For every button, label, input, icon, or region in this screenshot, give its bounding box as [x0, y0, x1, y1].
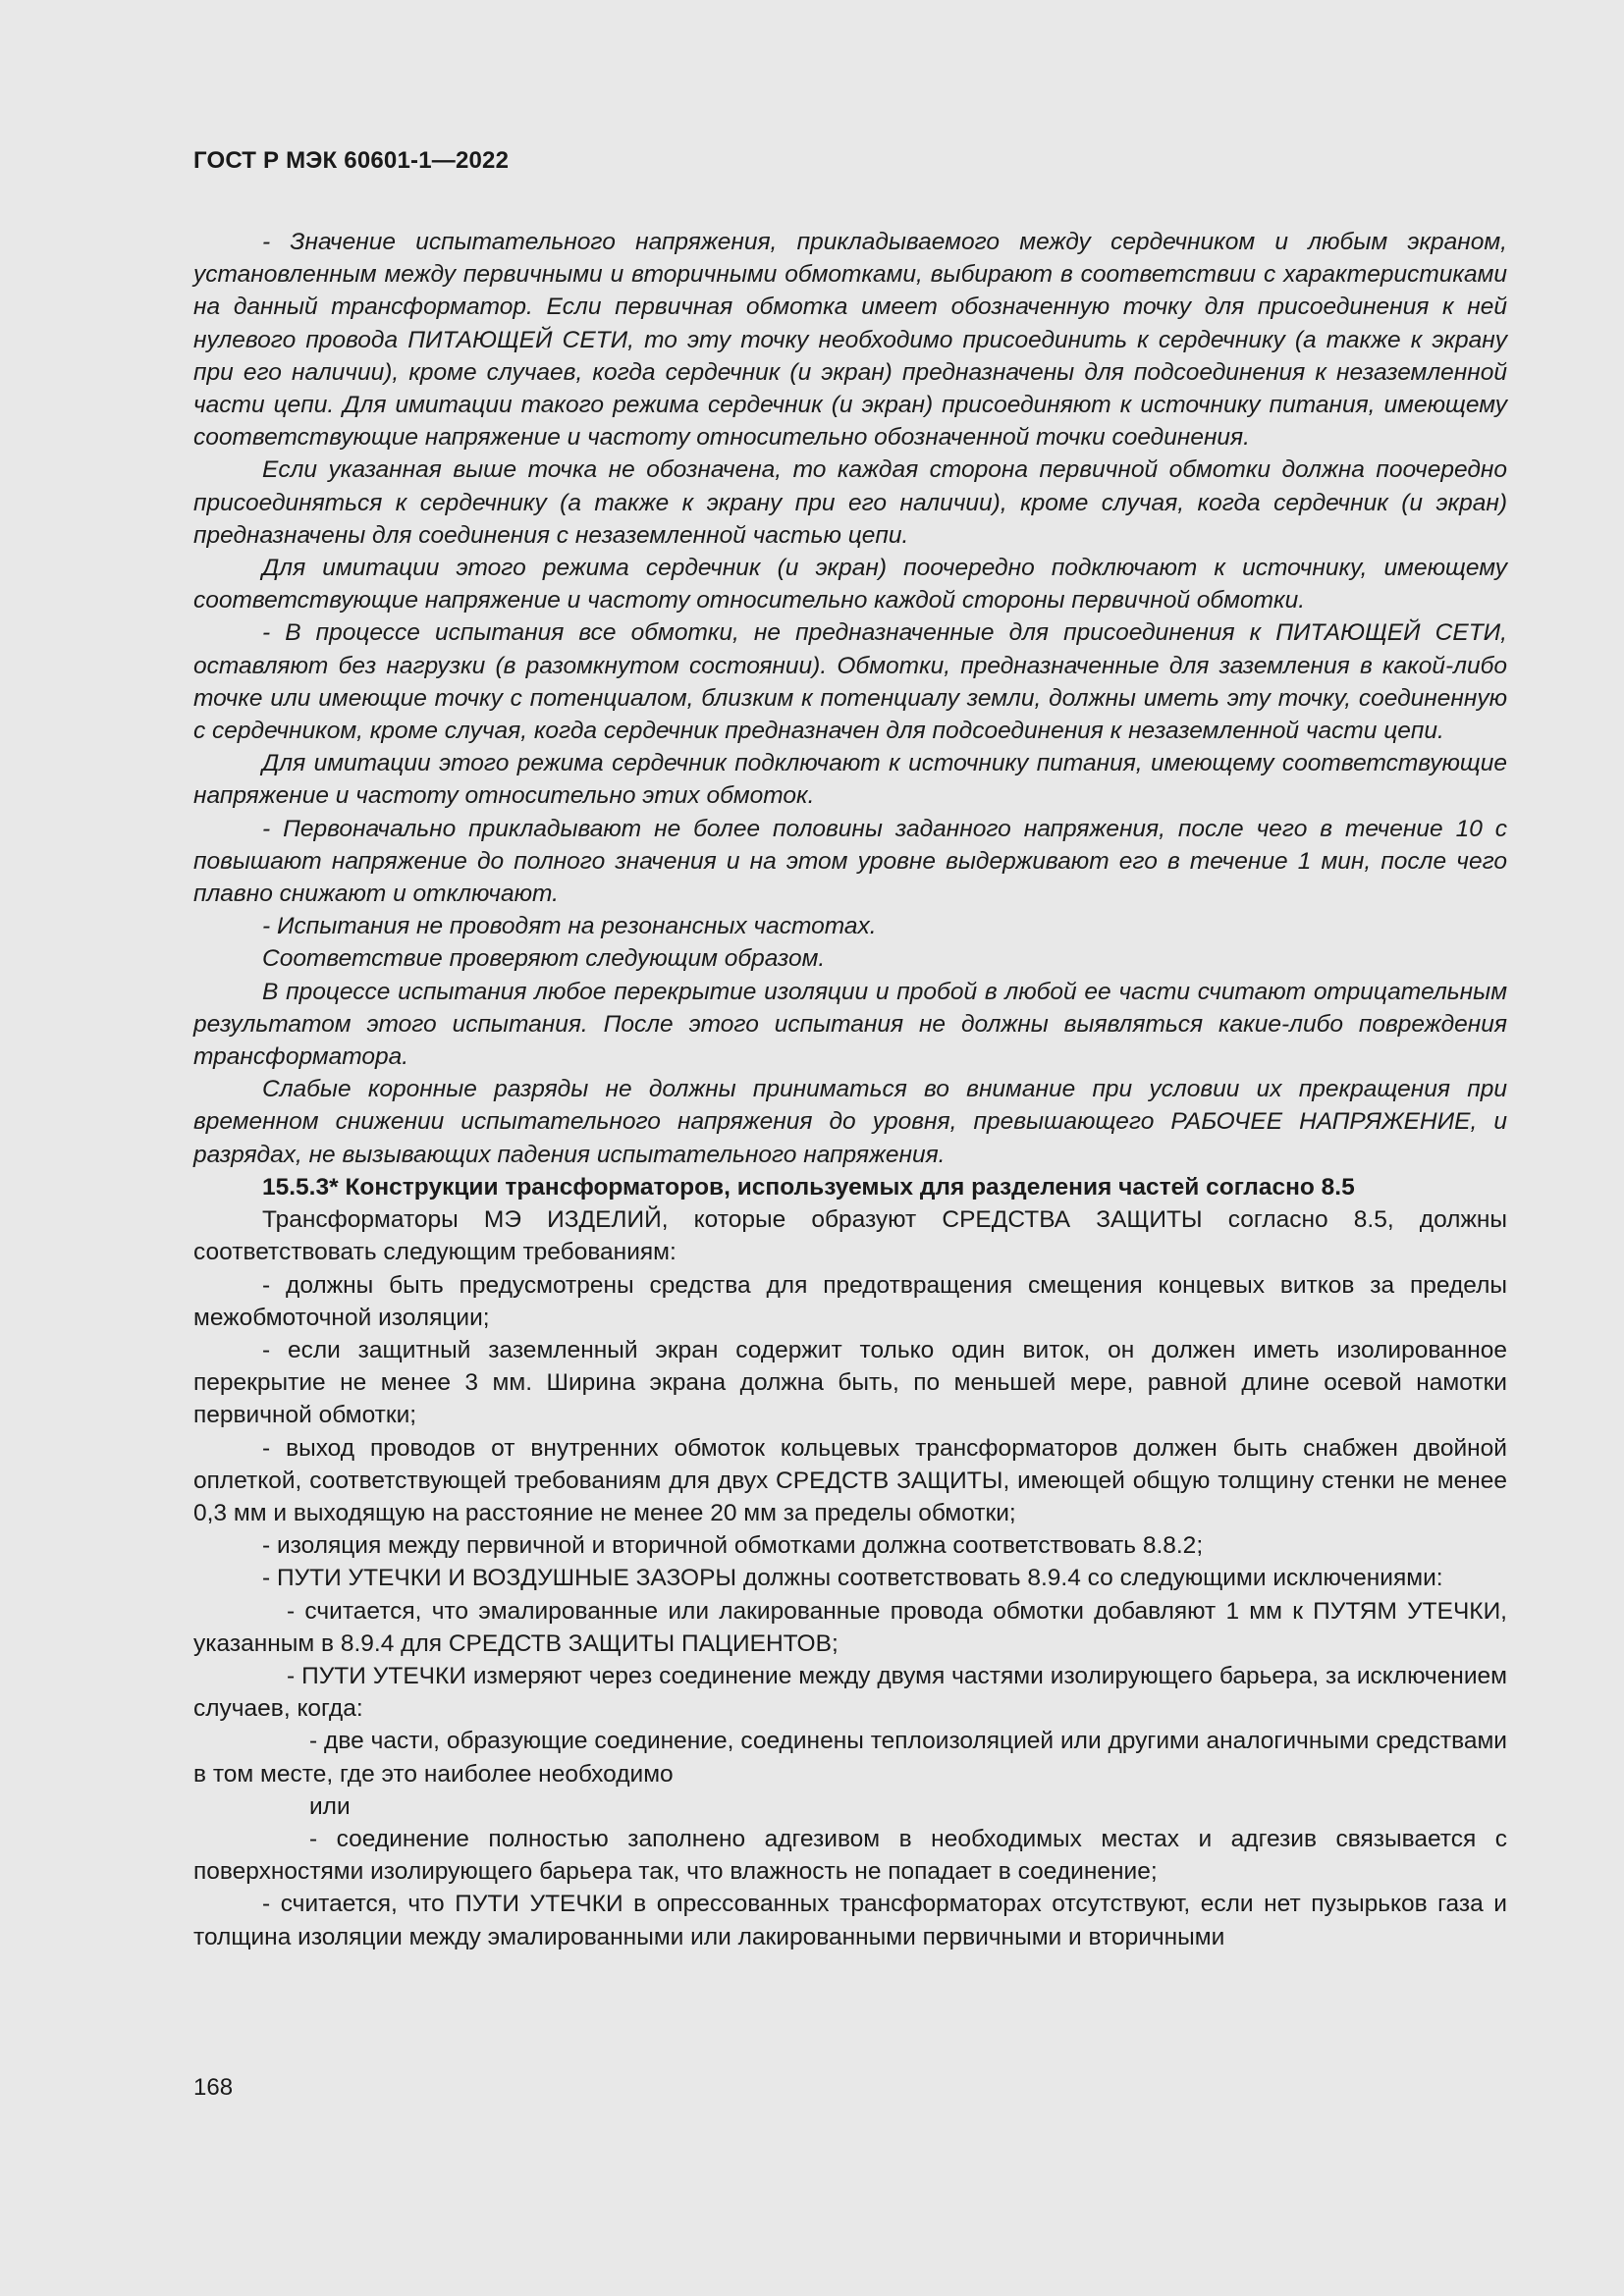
paragraph: Для имитации этого режима сердечник подключают к источнику питания, имеющему соответствующие напряжение и частоту относительно этих обмоток.	[193, 750, 1507, 810]
conjunction: или	[309, 1792, 351, 1820]
page-number: 168	[193, 2074, 234, 2101]
paragraph: В процессе испытания любое перекрытие изоляции и пробой в любой ее части считают отрицательным результатом этого испытания. После этого испытания не должны выявляться какие-либо повреждения трансформатора.	[193, 978, 1507, 1071]
paragraph: - В процессе испытания все обмотки, не предназначенные для присоединения к ПИТАЮЩЕЙ СЕТИ, оставляют без нагрузки (в разомкнутом состоянии). Обмотки, предназначенные для заземления в какой-либо точке или имеющие точку с потенциалом, близким к потенциалу земли, должны иметь эту точку, соединенную с сердечником, кроме случая, когда сердечник предназначен для подсоединения к незаземленной части цепи.	[193, 619, 1507, 745]
paragraph: Для имитации этого режима сердечник (и экран) поочередно подключают к источнику, имеющему соответствующие напряжение и частоту относительно каждой стороны первичной обмотки.	[193, 555, 1507, 614]
list-item: - если защитный заземленный экран содержит только один виток, он должен иметь изолированное перекрытие не менее 3 мм. Ширина экрана должна быть, по меньшей мере, равной длине осевой намотки первичной обмотки;	[193, 1336, 1507, 1429]
paragraph: Трансформаторы МЭ ИЗДЕЛИЙ, которые образуют СРЕДСТВА ЗАЩИТЫ согласно 8.5, должны соответствовать следующим требованиям:	[193, 1206, 1507, 1266]
list-item: - ПУТИ УТЕЧКИ И ВОЗДУШНЫЕ ЗАЗОРЫ должны соответствовать 8.9.4 со следующими исключениями:	[262, 1565, 1443, 1592]
paragraph: Слабые коронные разряды не должны приниматься во внимание при условии их прекращения при временном снижении испытательного напряжения до уровня, превышающего РАБОЧЕЕ НАПРЯЖЕНИЕ, и разрядах, не вызывающих падения испытательного напряжения.	[193, 1076, 1507, 1168]
sub-list-item: - считается, что эмалированные или лакированные провода обмотки добавляют 1 мм к ПУТЯМ УТЕЧКИ, указанным в 8.9.4 для СРЕДСТВ ЗАЩИТЫ ПАЦИЕНТОВ;	[193, 1597, 1507, 1657]
sub-sub-list-item: - соединение полностью заполнено адгезивом в необходимых местах и адгезив связывается с поверхностями изолирующего барьера так, что влажность не попадает в соединение;	[193, 1825, 1507, 1886]
list-item: - должны быть предусмотрены средства для предотвращения смещения концевых витков за пределы межобмоточной изоляции;	[193, 1271, 1507, 1331]
paragraph: - Испытания не проводят на резонансных частотах.	[262, 913, 877, 940]
list-item: - считается, что ПУТИ УТЕЧКИ в опрессованных трансформаторах отсутствуют, если нет пузырьков газа и толщина изоляции между эмалированными или лакированными первичными и вторичными	[193, 1891, 1507, 1950]
section-heading: 15.5.3* Конструкции трансформаторов, используемых для разделения частей согласно 8.5	[262, 1173, 1355, 1201]
sub-sub-list-item: - две части, образующие соединение, соединены теплоизоляцией или другими аналогичными средствами в том месте, где это наиболее необходимо	[193, 1728, 1507, 1788]
document-header: ГОСТ Р МЭК 60601-1—2022	[193, 147, 510, 174]
paragraph: Соответствие проверяют следующим образом.	[262, 945, 826, 973]
paragraph: - Первоначально прикладывают не более половины заданного напряжения, после чего в течение 10 с повышают напряжение до полного значения и на этом уровне выдерживают его в течение 1 мин, после чего плавно снижают и отключают.	[193, 815, 1507, 908]
list-item: - выход проводов от внутренних обмоток кольцевых трансформаторов должен быть снабжен двойной оплеткой, соответствующей требованиям для двух СРЕДСТВ ЗАЩИТЫ, имеющей общую толщину стенки не менее 0,3 мм и выходящую на расстояние не менее 20 мм за пределы обмотки;	[193, 1434, 1507, 1526]
document-body	[193, 226, 1507, 1953]
sub-list-item: - ПУТИ УТЕЧКИ измеряют через соединение между двумя частями изолирующего барьера, за исключением случаев, когда:	[193, 1662, 1507, 1723]
paragraph: - Значение испытательного напряжения, прикладываемого между сердечником и любым экраном, установленным между первичными и вторичными обмотками, выбирают в соответствии с характеристиками на данный трансформатор. Если первичная обмотка имеет обозначенную точку для присоединения к ней нулевого провода ПИТАЮЩЕЙ СЕТИ, то эту точку необходимо присоединить к сердечнику (а также к экрану при его наличии), кроме случаев, когда сердечник (и экран) предназначены для подсоединения к незаземленной части цепи. Для имитации такого режима сердечник (и экран) присоединяют к источнику питания, имеющему соответствующие напряжение и частоту относительно обозначенной точки соединения.	[193, 229, 1507, 452]
paragraph: Если указанная выше точка не обозначена, то каждая сторона первичной обмотки должна поочередно присоединяться к сердечнику (а также к экрану при его наличии), кроме случая, когда сердечник (и экран) предназначены для соединения с незаземленной частью цепи.	[193, 456, 1507, 549]
list-item: - изоляция между первичной и вторичной обмотками должна соответствовать 8.8.2;	[262, 1532, 1204, 1560]
